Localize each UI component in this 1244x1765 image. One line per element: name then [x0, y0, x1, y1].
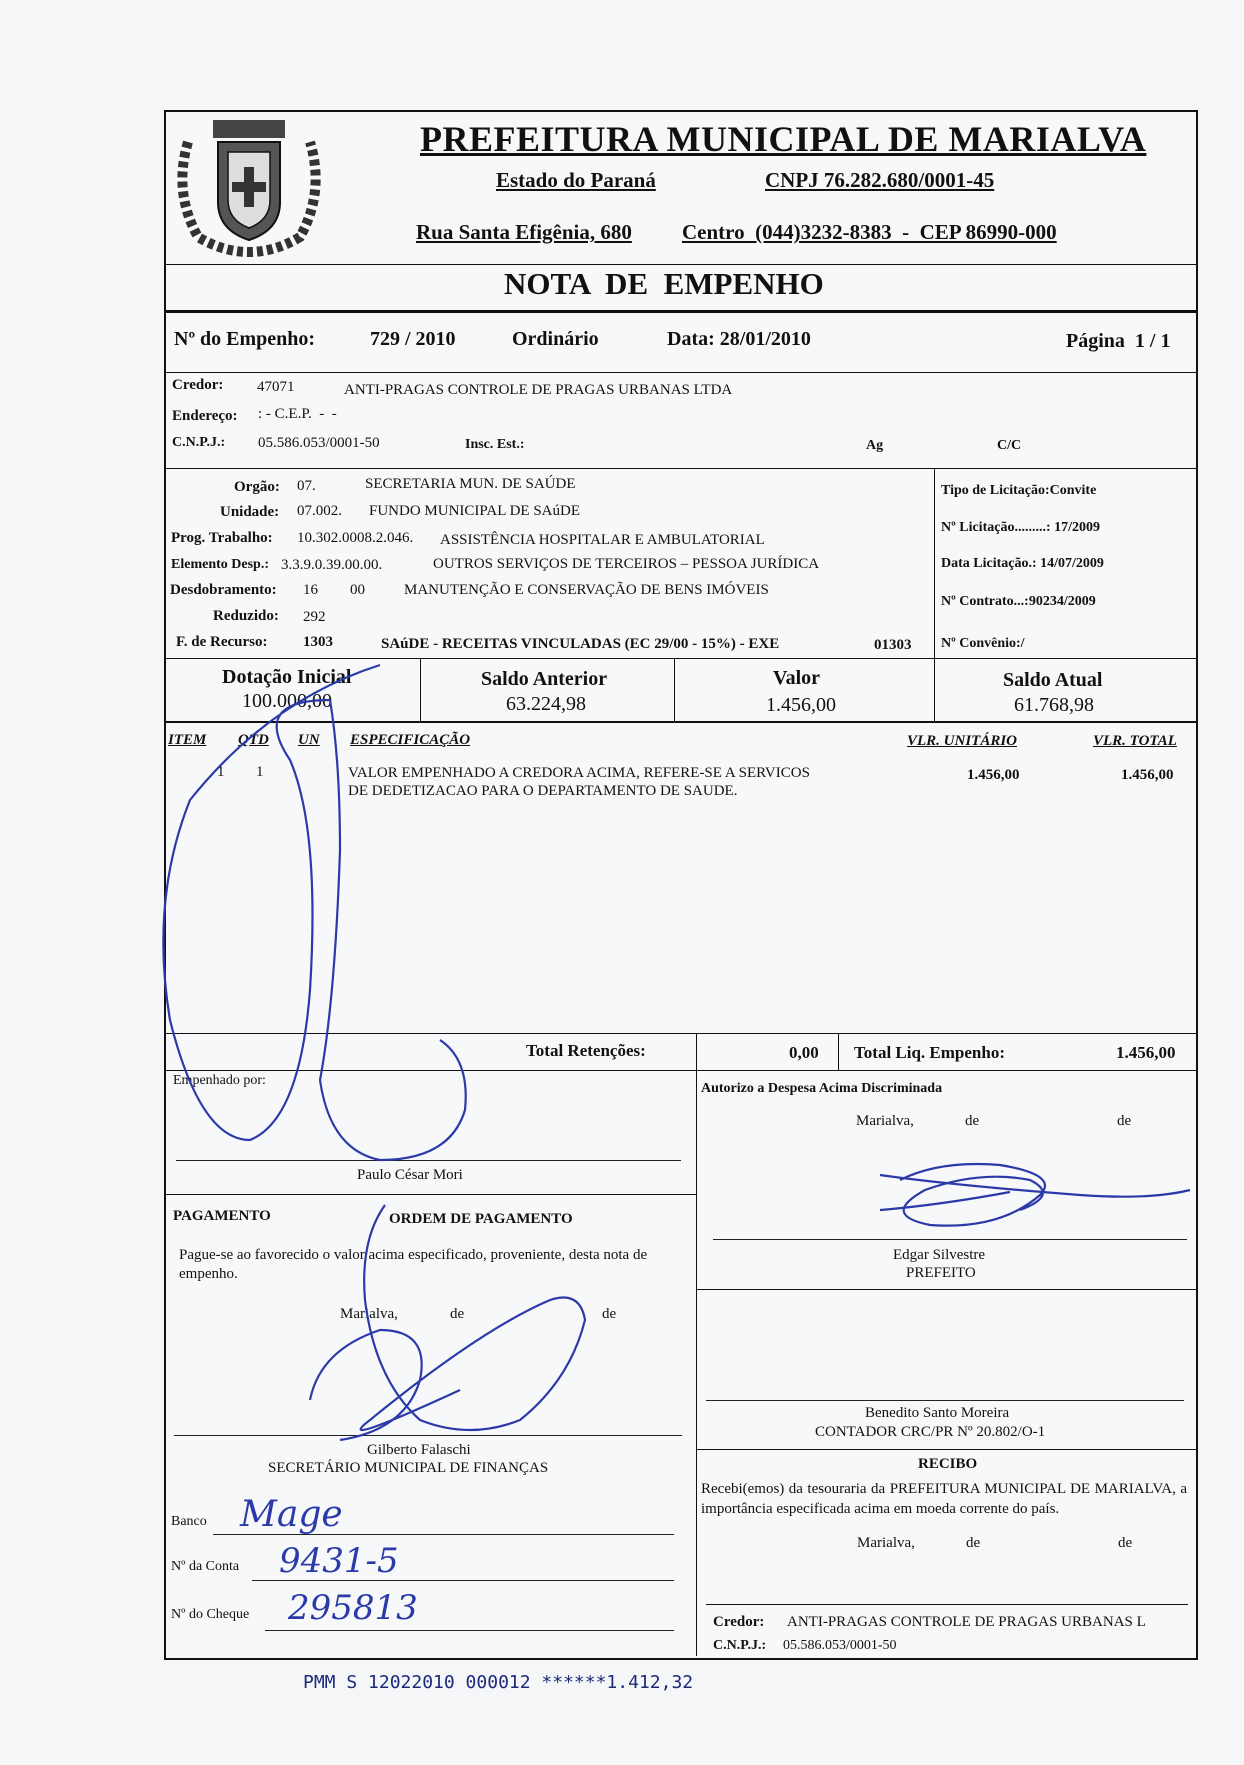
receipt-cnpj-label: C.N.P.J.:	[713, 1638, 767, 1653]
orgao-name: SECRETARIA MUN. DE SAÚDE	[365, 476, 576, 492]
col-unit-header: UN	[298, 732, 320, 748]
payment-label: PAGAMENTO	[173, 1208, 271, 1224]
previous-balance-value: 63.224,98	[506, 693, 586, 715]
net-empenho-label: Total Liq. Empenho:	[854, 1043, 1005, 1062]
creditor-label: Credor:	[172, 377, 224, 393]
contract-number: Nº Contrato...:90234/2009	[941, 594, 1096, 609]
element-label: Elemento Desp.:	[171, 557, 269, 572]
orgao-label: Orgão:	[234, 479, 280, 495]
payment-order-text: Pague-se ao favorecido o valor acima especificado, proveniente, desta nota de empenho.	[179, 1247, 648, 1282]
state-registration-label: Insc. Est.:	[465, 437, 525, 452]
unfolding-code-a: 16	[303, 582, 318, 598]
accountant-title: CONTADOR CRC/PR Nº 20.802/O-1	[815, 1424, 1046, 1440]
address-label: Endereço:	[172, 408, 238, 424]
unidade-name: FUNDO MUNICIPAL DE SAúDE	[369, 503, 580, 519]
resource-name: SAúDE - RECEITAS VINCULADAS (EC 29/00 - 15%) - EXE	[381, 636, 780, 652]
empenho-number: 729 / 2010	[370, 328, 456, 350]
receipt-cnpj: 05.586.053/0001-50	[783, 1638, 897, 1653]
authorization-city: Marialva,	[856, 1113, 914, 1129]
agency-label: Ag	[866, 438, 884, 453]
value-amount: 1.456,00	[766, 694, 836, 716]
unidade-label: Unidade:	[220, 504, 280, 520]
creditor-cnpj-label: C.N.P.J.:	[172, 435, 226, 450]
mayor-name: Edgar Silvestre	[893, 1247, 986, 1263]
header-address: Rua Santa Efigênia, 680	[416, 220, 632, 244]
resource-label: F. de Recurso:	[176, 634, 268, 650]
payment-de-2: de	[602, 1306, 617, 1322]
program-code: 10.302.0008.2.046.	[297, 530, 414, 546]
bidding-type: Tipo de Licitação:Convite	[941, 483, 1097, 498]
value-label: Valor	[773, 667, 821, 689]
col-unit-price-header: VLR. UNITÁRIO	[907, 733, 1018, 749]
unfolding-code-b: 00	[350, 582, 365, 598]
col-total-header: VLR. TOTAL	[1093, 733, 1177, 749]
authorization-de-2: de	[1117, 1113, 1132, 1129]
receipt-de-2: de	[1118, 1535, 1133, 1551]
bidding-date: Data Licitação.: 14/07/2009	[941, 556, 1104, 571]
creditor-name: ANTI-PRAGAS CONTROLE DE PRAGAS URBANAS LTDA	[344, 382, 733, 398]
element-code: 3.3.9.0.39.00.00.	[281, 557, 383, 573]
account-label: C/C	[997, 438, 1022, 453]
bidding-number: Nº Licitação.........: 17/2009	[941, 520, 1100, 535]
creditor-cnpj: 05.586.053/0001-50	[258, 435, 380, 451]
committed-by-name: Paulo César Mori	[357, 1167, 463, 1183]
retentions-label: Total Retenções:	[526, 1041, 646, 1060]
page-number: Página 1 / 1	[1066, 330, 1171, 352]
col-spec-header: ESPECIFICAÇÃO	[350, 732, 471, 748]
empenho-date: Data: 28/01/2010	[667, 328, 811, 350]
element-name: OUTROS SERVIÇOS DE TERCEIROS – PESSOA JURÍDICA	[433, 556, 820, 572]
agreement-number: Nº Convênio:/	[941, 636, 1025, 651]
program-name: ASSISTÊNCIA HOSPITALAR E AMBULATORIAL	[440, 532, 765, 548]
initial-allocation-label: Dotação Inicial	[222, 666, 352, 688]
receipt-creditor-label: Credor:	[713, 1614, 765, 1630]
resource-code-right: 01303	[874, 637, 912, 653]
table-row-unit-price: 1.456,00	[967, 767, 1020, 783]
reduced-label: Reduzido:	[213, 608, 279, 624]
unidade-code: 07.002.	[297, 503, 342, 519]
header-district-phone: Centro (044)3232-8383 - CEP 86990-000	[682, 220, 1057, 244]
unfolding-name: MANUTENÇÃO E CONSERVAÇÃO DE BENS IMÓVEIS	[404, 582, 769, 598]
authorization-de-1: de	[965, 1113, 980, 1129]
unfolding-label: Desdobramento:	[170, 582, 277, 598]
address-value: : - C.E.P. - -	[258, 406, 337, 422]
bank-stamp: PMM S 12022010 000012 ******1.412,32	[303, 1672, 694, 1693]
check-number-label: Nº do Cheque	[171, 1607, 250, 1622]
receipt-de-1: de	[966, 1535, 981, 1551]
receipt-creditor-name: ANTI-PRAGAS CONTROLE DE PRAGAS URBANAS L	[787, 1614, 1146, 1630]
orgao-code: 07.	[297, 478, 316, 494]
accountant-name: Benedito Santo Moreira	[865, 1405, 1010, 1421]
bank-label: Banco	[171, 1514, 207, 1529]
retentions-value: 0,00	[789, 1043, 819, 1062]
bank-handwritten-value: Mage	[240, 1494, 343, 1535]
payment-order-label: ORDEM DE PAGAMENTO	[389, 1211, 573, 1227]
account-handwritten-value: 9431-5	[279, 1541, 399, 1581]
account-number-label: Nº da Conta	[171, 1559, 240, 1574]
resource-code: 1303	[303, 634, 333, 650]
mayor-title: PREFEITO	[906, 1265, 976, 1281]
reduced-value: 292	[303, 609, 326, 625]
current-balance-value: 61.768,98	[1014, 694, 1094, 716]
creditor-code: 47071	[257, 379, 295, 395]
empenho-number-label: Nº do Empenho:	[174, 328, 316, 350]
receipt-city: Marialva,	[857, 1535, 915, 1551]
check-handwritten-value: 295813	[288, 1588, 418, 1628]
table-row-spec-line2: DE DEDETIZACAO PARA O DEPARTAMENTO DE SAUDE.	[348, 783, 738, 799]
table-row-spec-line1: VALOR EMPENHADO A CREDORA ACIMA, REFERE-SE A SERVICOS	[348, 765, 810, 781]
initial-allocation-value: 100.000,00	[242, 690, 332, 712]
header-title: PREFEITURA MUNICIPAL DE MARIALVA	[420, 119, 1147, 159]
previous-balance-label: Saldo Anterior	[481, 668, 608, 690]
table-row-qty: 1	[256, 764, 264, 780]
finance-secretary-title: SECRETÁRIO MUNICIPAL DE FINANÇAS	[268, 1460, 549, 1476]
committed-by-label: Empenhado por:	[173, 1073, 266, 1088]
authorization-text: Autorizo a Despesa Acima Discriminada	[701, 1081, 943, 1096]
col-item-header: ITEM	[168, 732, 207, 748]
empenho-type: Ordinário	[512, 328, 599, 350]
header-cnpj: CNPJ 76.282.680/0001-45	[765, 168, 995, 192]
current-balance-label: Saldo Atual	[1003, 669, 1103, 691]
table-row-total: 1.456,00	[1121, 767, 1174, 783]
net-empenho-value: 1.456,00	[1116, 1043, 1176, 1062]
receipt-title: RECIBO	[918, 1456, 978, 1472]
document-title: NOTA DE EMPENHO	[504, 266, 824, 301]
col-qty-header: QTD	[238, 732, 269, 748]
finance-secretary-name: Gilberto Falaschi	[367, 1442, 471, 1458]
payment-city: Marialva,	[340, 1306, 398, 1322]
receipt-text: Recebi(emos) da tesouraria da PREFEITURA MUNICIPAL DE MARIALVA, a importância especificada acima em moeda corrente do país.	[701, 1481, 1187, 1517]
table-row-item: 1	[217, 764, 225, 780]
program-label: Prog. Trabalho:	[171, 530, 273, 546]
header-state: Estado do Paraná	[496, 168, 656, 192]
payment-de-1: de	[450, 1306, 465, 1322]
